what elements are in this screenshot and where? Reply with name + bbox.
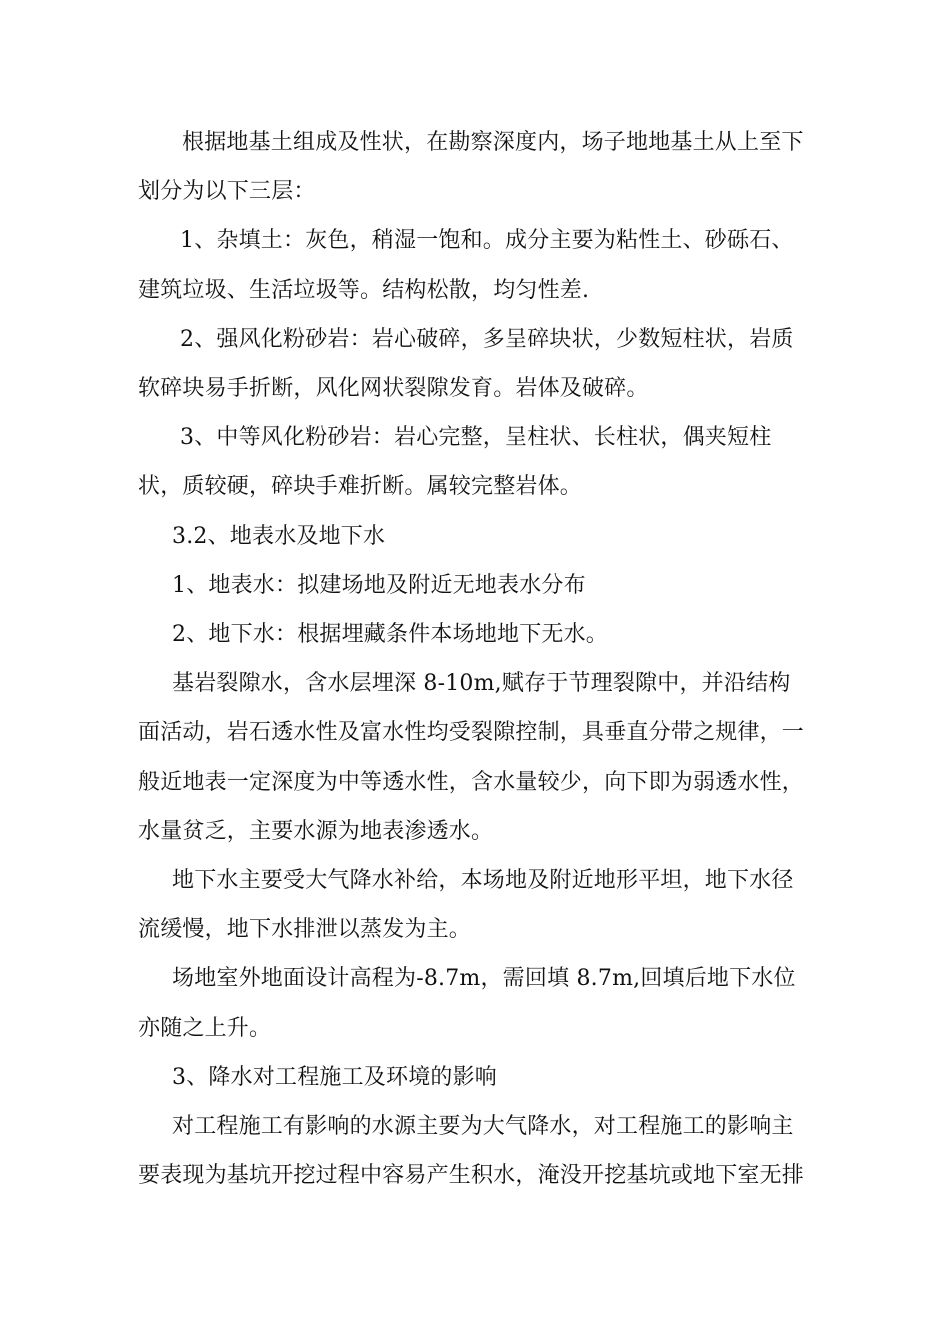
paragraph-groundwater: 2、地下水：根据埋藏条件本场地地下无水。	[172, 622, 608, 648]
paragraph-bedrock-fissure-water: 基岩裂隙水，含水层埋深 8-10m,赋存于节理裂隙中，并沿结构面活动，岩石透水性及富水性均受裂隙控制，具垂直分带之规律，一般近地表一定深度为中等透水性，含水量较少，向下即为弱透水性，水量贫乏，主要水源为地表渗透水。	[138, 671, 805, 844]
paragraph-layer-1-fill-soil: 1、杂填土：灰色，稍湿一饱和。成分主要为粘性土、砂砾石、建筑垃圾、生活垃圾等。结构松散，均匀性差.	[138, 228, 794, 303]
paragraph-surface-water: 1、地表水：拟建场地及附近无地表水分布	[172, 572, 586, 598]
paragraph-groundwater-recharge: 地下水主要受大气降水补给，本场地及附近地形平坦，地下水径流缓慢，地下水排泄以蒸发为主。	[138, 868, 794, 943]
document-body	[138, 118, 810, 1200]
section-heading-surface-groundwater: 3.2、地表水及地下水	[172, 523, 386, 549]
paragraph-layer-2-weathered-siltstone: 2、强风化粉砂岩：岩心破碎，多呈碎块状，少数短柱状，岩质软碎块易手折断，风化网状裂隙发育。岩体及破碎。	[138, 326, 794, 402]
paragraph-soil-layers-intro: 根据地基土组成及性状，在勘察深度内，场子地地基土从上至下划分为以下三层：	[138, 130, 804, 205]
paragraph-layer-3-moderately-weathered-siltstone: 3、中等风化粉砂岩：岩心完整，呈柱状、长柱状，偶夹短柱状，质较硬，碎块手难折断。属较完整岩体。	[138, 425, 772, 500]
section-heading-dewatering-impact: 3、降水对工程施工及环境的影响	[172, 1064, 497, 1090]
paragraph-site-elevation: 场地室外地面设计高程为-8.7m，需回填 8.7m,回填后地下水位亦随之上升。	[138, 966, 796, 1041]
paragraph-construction-impact: 对工程施工有影响的水源主要为大气降水，对工程施工的影响主要表现为基坑开挖过程中容易产生积水，淹没开挖基坑或地下室无排	[138, 1114, 805, 1189]
